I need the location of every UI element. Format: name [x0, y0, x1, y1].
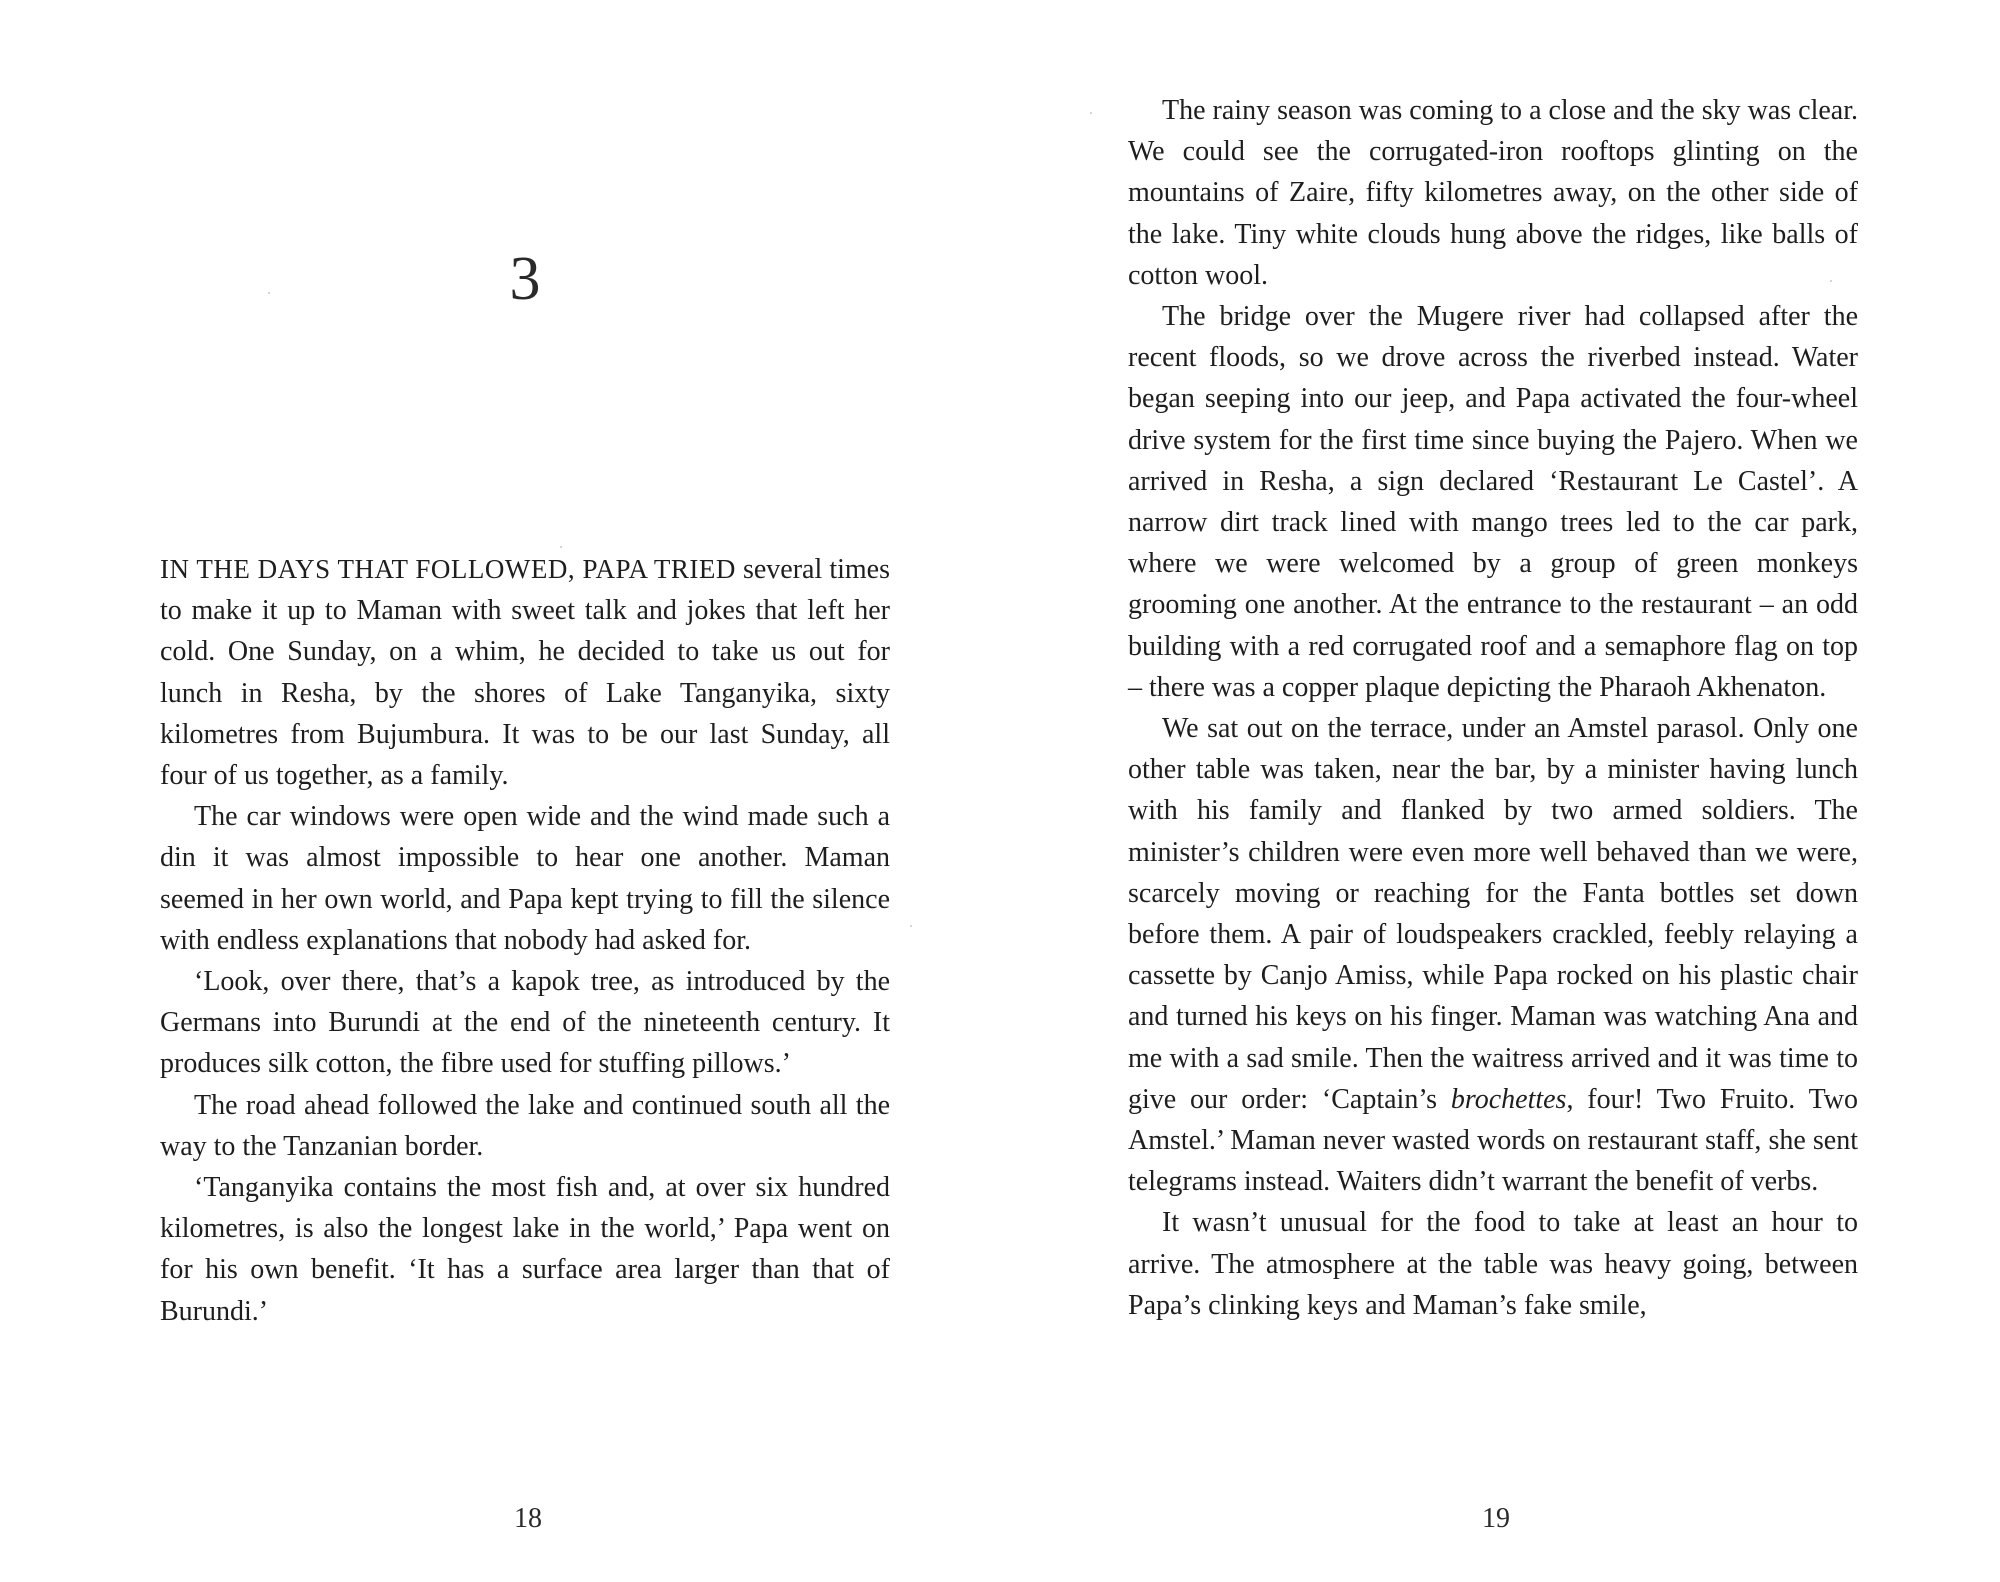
paper-speck — [1090, 112, 1092, 114]
paragraph: The bridge over the Mugere river had collapsed after the recent floods, so we drove across the riverbed instead. Water began seeping into our jeep, and Papa activated the four-wheel drive system for the first time since buying the Pajero. When we arrived in Resha, a sign declared ‘Restaurant Le Castel’. A narrow dirt track lined with mango trees led to the car park, where we were welcomed by a group of green monkeys grooming one another. At the entrance to the restaurant – an odd building with a red corrugated roof and a semaphore flag on top – there was a copper plaque depicting the Pharaoh Akhenaton. — [1128, 301, 1858, 703]
order-lead: ‘Captain’s — [1321, 1083, 1451, 1115]
paragraph-text: several times to make it up to Maman with sweet talk and jokes that left her cold. One Sunday, on a whim, he decided to take us out for lunch in Resha, by the shores of Lake Tanganyika, sixty kilometres from Bujumbura. It was to be our last Sunday, all four of us together, as a family. — [160, 554, 890, 792]
paper-speck — [560, 546, 562, 548]
page-number: 18 — [514, 1503, 542, 1534]
paragraph — [160, 549, 890, 796]
paper-speck — [268, 292, 270, 294]
chapter-number: 3 — [509, 245, 541, 313]
paragraph: ‘Tanganyika contains the most fish and, at over six hundred kilometres, is also the longest lake in the world,’ Papa went on for his own benefit. ‘It has a surface area larger than that of Burundi.’ — [160, 1172, 890, 1327]
paper-speck — [910, 925, 912, 927]
order-tail: , four! — [1566, 1083, 1644, 1115]
right-page — [1000, 0, 2000, 1582]
left-page-text — [160, 549, 890, 1332]
page-number: 19 — [1482, 1503, 1510, 1534]
paragraph: ‘Look, over there, that’s a kapok tree, as introduced by the Germans into Burundi at the end of the nineteenth century. It produces silk cotton, the fibre used for stuffing pillows.’ — [160, 966, 890, 1080]
paragraph: The rainy season was coming to a close and the sky was clear. We could see the corrugated-iron rooftops glinting on the mountains of Zaire, fifty kilometres away, on the other side of the lake. Tiny white clouds hung above the ridges, like balls of cotton wool. — [1128, 95, 1858, 291]
paragraph: The car windows were open wide and the wind made such a din it was almost impossible to hear one another. Maman seemed in her own world, and Papa kept trying to fill the silence with endless explanations that nobody had asked for. — [160, 801, 890, 956]
right-page-text — [1128, 90, 1858, 1326]
paper-speck — [1830, 280, 1832, 282]
paragraph-text: We sat out on the terrace, under an Amstel parasol. Only one other table was taken, near the bar, by a minister having lunch with his family and flanked by two armed soldiers. The minister’s children were even more well behaved than we were, scarcely moving or reaching for the Fanta bottles set down before them. A pair of loudspeakers crackled, feebly relaying a cassette by Canjo Amiss, while Papa rocked on his plastic chair and turned his keys on his finger. Maman was watching Ana and me with a sad smile. Then the waitress arrived and it was time to give our order: — [1128, 713, 1858, 1115]
paragraph: It wasn’t unusual for the food to take at least an hour to arrive. The atmosphere at the table was heavy going, between Papa’s clinking keys and Maman’s fake smile, — [1128, 1207, 1858, 1321]
paragraph-text: Two Fruito. Two Amstel.’ Maman never wasted words on restaurant staff, she sent telegrams instead. Waiters didn’t warrant the benefit of verbs. — [1128, 1083, 1859, 1198]
paragraph: The road ahead followed the lake and continued south all the way to the Tanzanian border. — [160, 1089, 890, 1162]
opening-words: IN THE DAYS THAT FOLLOWED, PAPA TRIED — [160, 554, 736, 584]
italic-word: brochettes — [1450, 1083, 1567, 1115]
paragraph — [1128, 708, 1858, 1202]
